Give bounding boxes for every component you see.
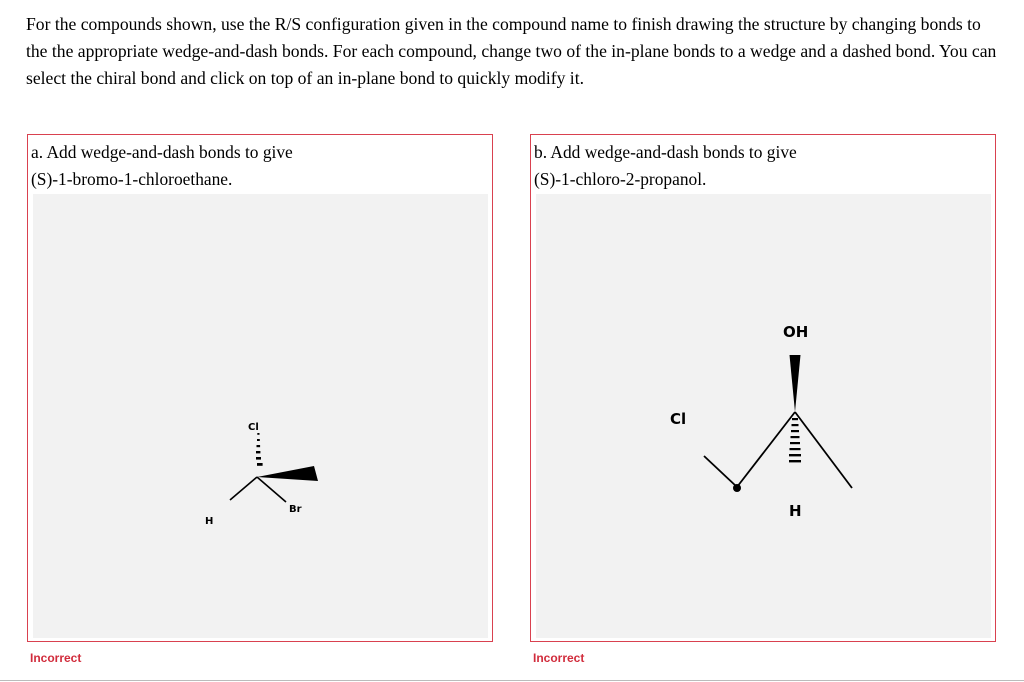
atom-h-a[interactable]: H bbox=[205, 516, 214, 527]
dashed-bond-h[interactable] bbox=[789, 418, 801, 462]
question-panel-b bbox=[530, 134, 996, 642]
panel-b-compound-name: (S)-1-chloro-2-propanol. bbox=[534, 169, 707, 189]
status-badge-b: Incorrect bbox=[533, 651, 585, 665]
instructions-text: For the compounds shown, use the R/S configuration given in the compound name to finish drawing the structure by changing bonds to the the appropriate wedge-and-dash bonds. For each compound, change two of the in-plane bonds to a wedge and a dashed bond. You can select the chiral bond and click on top of an in-plane bond to quickly modify it. bbox=[26, 14, 997, 88]
bond-c2-c3[interactable] bbox=[737, 412, 795, 487]
bond-to-h[interactable] bbox=[230, 477, 257, 500]
atom-cl-b[interactable]: Cl bbox=[670, 410, 687, 428]
status-badge-a: Incorrect bbox=[30, 651, 82, 665]
drawing-canvas-b[interactable] bbox=[536, 194, 991, 638]
wedge-bond-oh[interactable] bbox=[790, 355, 801, 412]
atom-h-b[interactable]: H bbox=[789, 502, 802, 520]
wedge-bond[interactable] bbox=[257, 466, 318, 481]
divider bbox=[0, 680, 1024, 681]
question-panel-a bbox=[27, 134, 493, 642]
drawing-canvas-a[interactable] bbox=[33, 194, 488, 638]
bond-to-br[interactable] bbox=[257, 477, 286, 502]
panel-a-header bbox=[31, 139, 293, 193]
panel-b-prompt: b. Add wedge-and-dash bonds to give bbox=[534, 142, 797, 162]
atom-oh-b[interactable]: OH bbox=[783, 323, 809, 341]
structure-a bbox=[33, 194, 488, 638]
panel-a-compound-name: (S)-1-bromo-1-chloroethane. bbox=[31, 169, 233, 189]
bond-c1-c2[interactable] bbox=[704, 456, 737, 487]
atom-br-a[interactable]: Br bbox=[289, 504, 302, 515]
structure-b bbox=[536, 194, 991, 638]
bond-c3-c4[interactable] bbox=[795, 412, 852, 488]
stereocenter-dot[interactable] bbox=[733, 484, 741, 492]
atom-cl-a[interactable]: Cl bbox=[248, 422, 259, 433]
panel-a-prompt: a. Add wedge-and-dash bonds to give bbox=[31, 142, 293, 162]
panel-b-header bbox=[534, 139, 797, 193]
dashed-bond-cl[interactable] bbox=[256, 433, 263, 466]
